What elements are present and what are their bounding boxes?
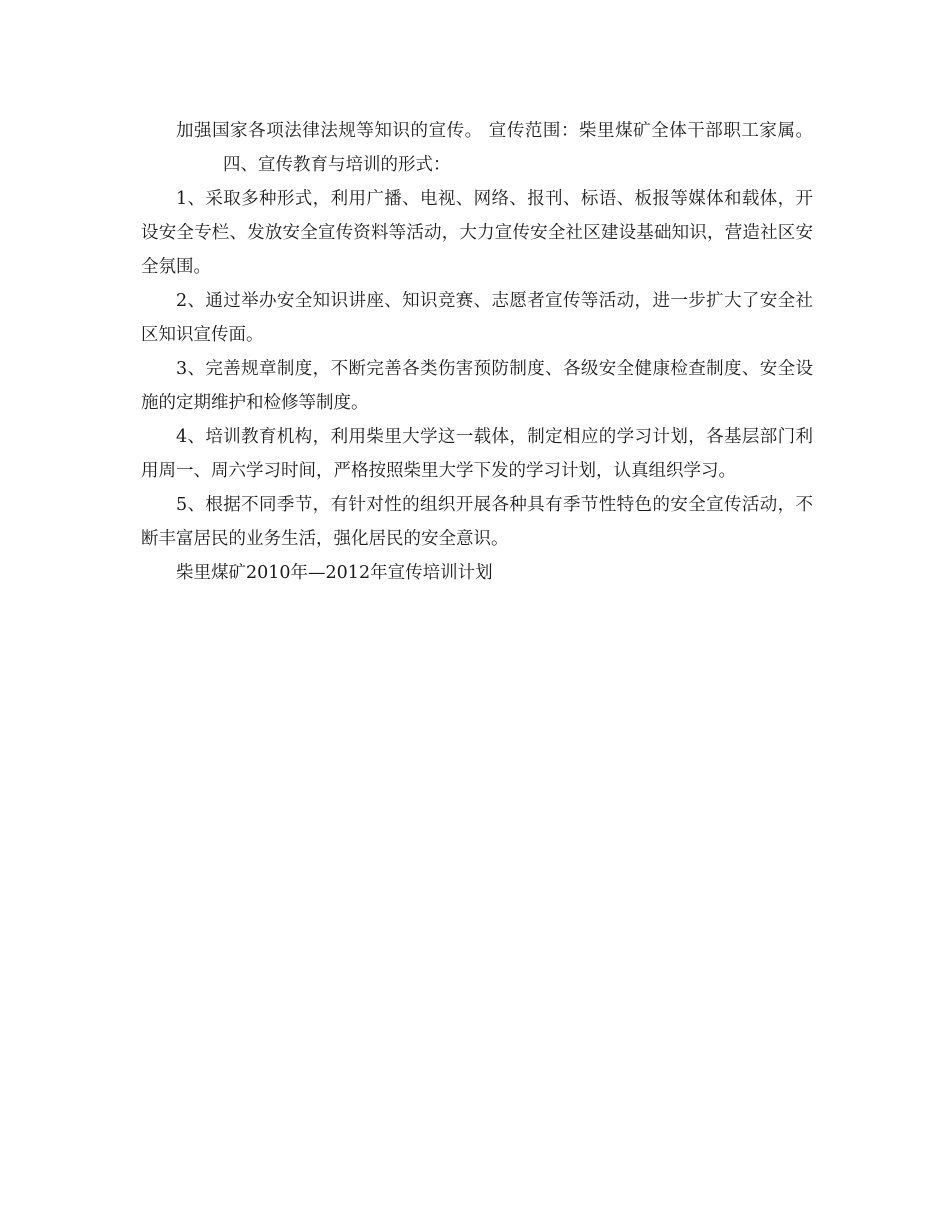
paragraph-item-3: 3、完善规章制度，不断完善各类伤害预防制度、各级安全健康检查制度、安全设施的定期维护和检修等制度。 xyxy=(141,359,813,413)
closing-title: 柴里煤矿2010年—2012年宣传培训计划 xyxy=(176,563,493,583)
section-heading-4: 四、宣传教育与培训的形式： xyxy=(223,155,451,175)
paragraph-item-1: 1、采取多种形式，利用广播、电视、网络、报刊、标语、板报等媒体和载体，开设安全专栏、发放安全宣传资料等活动，大力宣传安全社区建设基础知识，营造社区安全氛围。 xyxy=(141,189,813,277)
paragraph-item-2: 2、通过举办安全知识讲座、知识竞赛、志愿者宣传等活动，进一步扩大了安全社区知识宣传面。 xyxy=(141,291,813,345)
paragraph-item-5: 5、根据不同季节，有针对性的组织开展各种具有季节性特色的安全宣传活动，不断丰富居民的业务生活，强化居民的安全意识。 xyxy=(141,495,813,549)
intro-text: 加强国家各项法律法规等知识的宣传。 宣传范围：柴里煤矿全体干部职工家属。 xyxy=(176,121,813,141)
paragraph-item-4: 4、培训教育机构，利用柴里大学这一载体，制定相应的学习计划，各基层部门利用周一、周六学习时间，严格按照柴里大学下发的学习计划，认真组织学习。 xyxy=(141,427,813,481)
document-body xyxy=(141,114,813,590)
intro-paragraph xyxy=(141,114,813,182)
